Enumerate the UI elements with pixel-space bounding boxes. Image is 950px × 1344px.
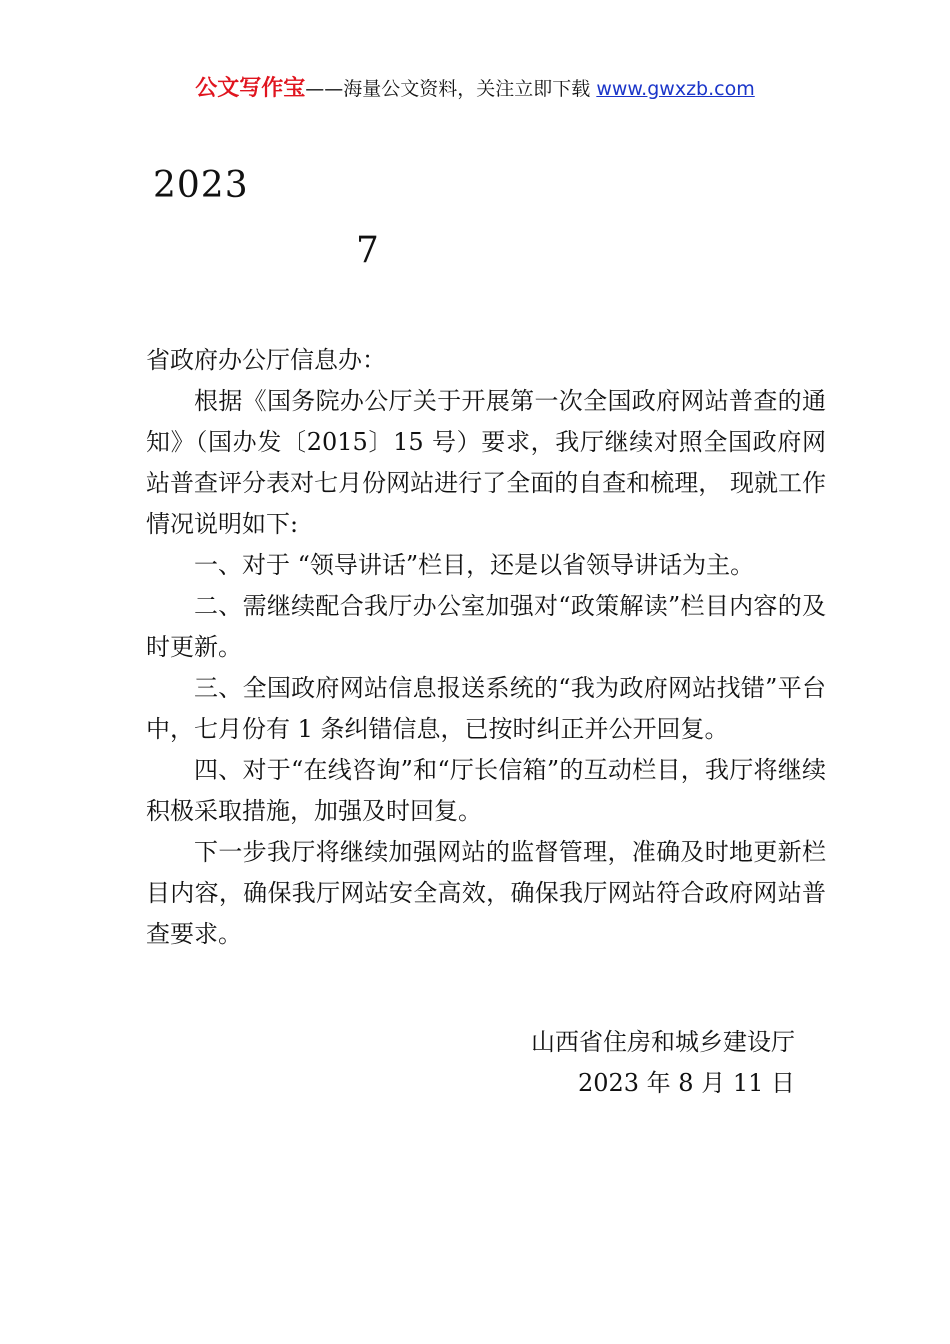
letter-body	[146, 340, 826, 955]
heading-month: 7	[356, 230, 379, 271]
signature-date: 2023 年 8 月 11 日	[577, 1069, 795, 1097]
paragraph-item-4: 四、对于“在线咨询”和“厅长信箱”的互动栏目，我厅将继续积极采取措施，加强及时回复。	[146, 756, 826, 825]
header-slogan: 海量公文资料，关注立即下载	[343, 78, 597, 100]
signature-organization: 山西省住房和城乡建设厅	[531, 1028, 795, 1056]
paragraph-item-1: 一、对于 “领导讲话”栏目，还是以省领导讲话为主。	[194, 551, 755, 579]
signature-block	[470, 1022, 795, 1104]
letter-salutation: 省政府办公厅信息办：	[146, 346, 386, 374]
paragraph-item-2: 二、需继续配合我厅办公室加强对“政策解读”栏目内容的及时更新。	[146, 592, 826, 661]
heading-year: 2023	[153, 165, 249, 206]
paragraph-next-steps: 下一步我厅将继续加强网站的监督管理，准确及时地更新栏目内容，确保我厅网站安全高效，确保我厅网站符合政府网站普查要求。	[146, 838, 826, 948]
paragraph-item-3: 三、全国政府网站信息报送系统的“我为政府网站找错”平台中，七月份有 1 条纠错信息，已按时纠正并公开回复。	[146, 674, 826, 743]
page-header	[0, 74, 950, 104]
header-dash: ——	[305, 78, 344, 100]
paragraph-intro: 根据《国务院办公厅关于开展第一次全国政府网站普查的通知》（国办发〔2015〕15 号）要求，我厅继续对照全国政府网站普查评分表对七月份网站进行了全面的自查和梳理， 现就工作情况说明如下:	[146, 387, 826, 538]
brand-name: 公文写作宝	[195, 76, 306, 101]
site-link[interactable]: www.gwxzb.com	[596, 78, 755, 100]
